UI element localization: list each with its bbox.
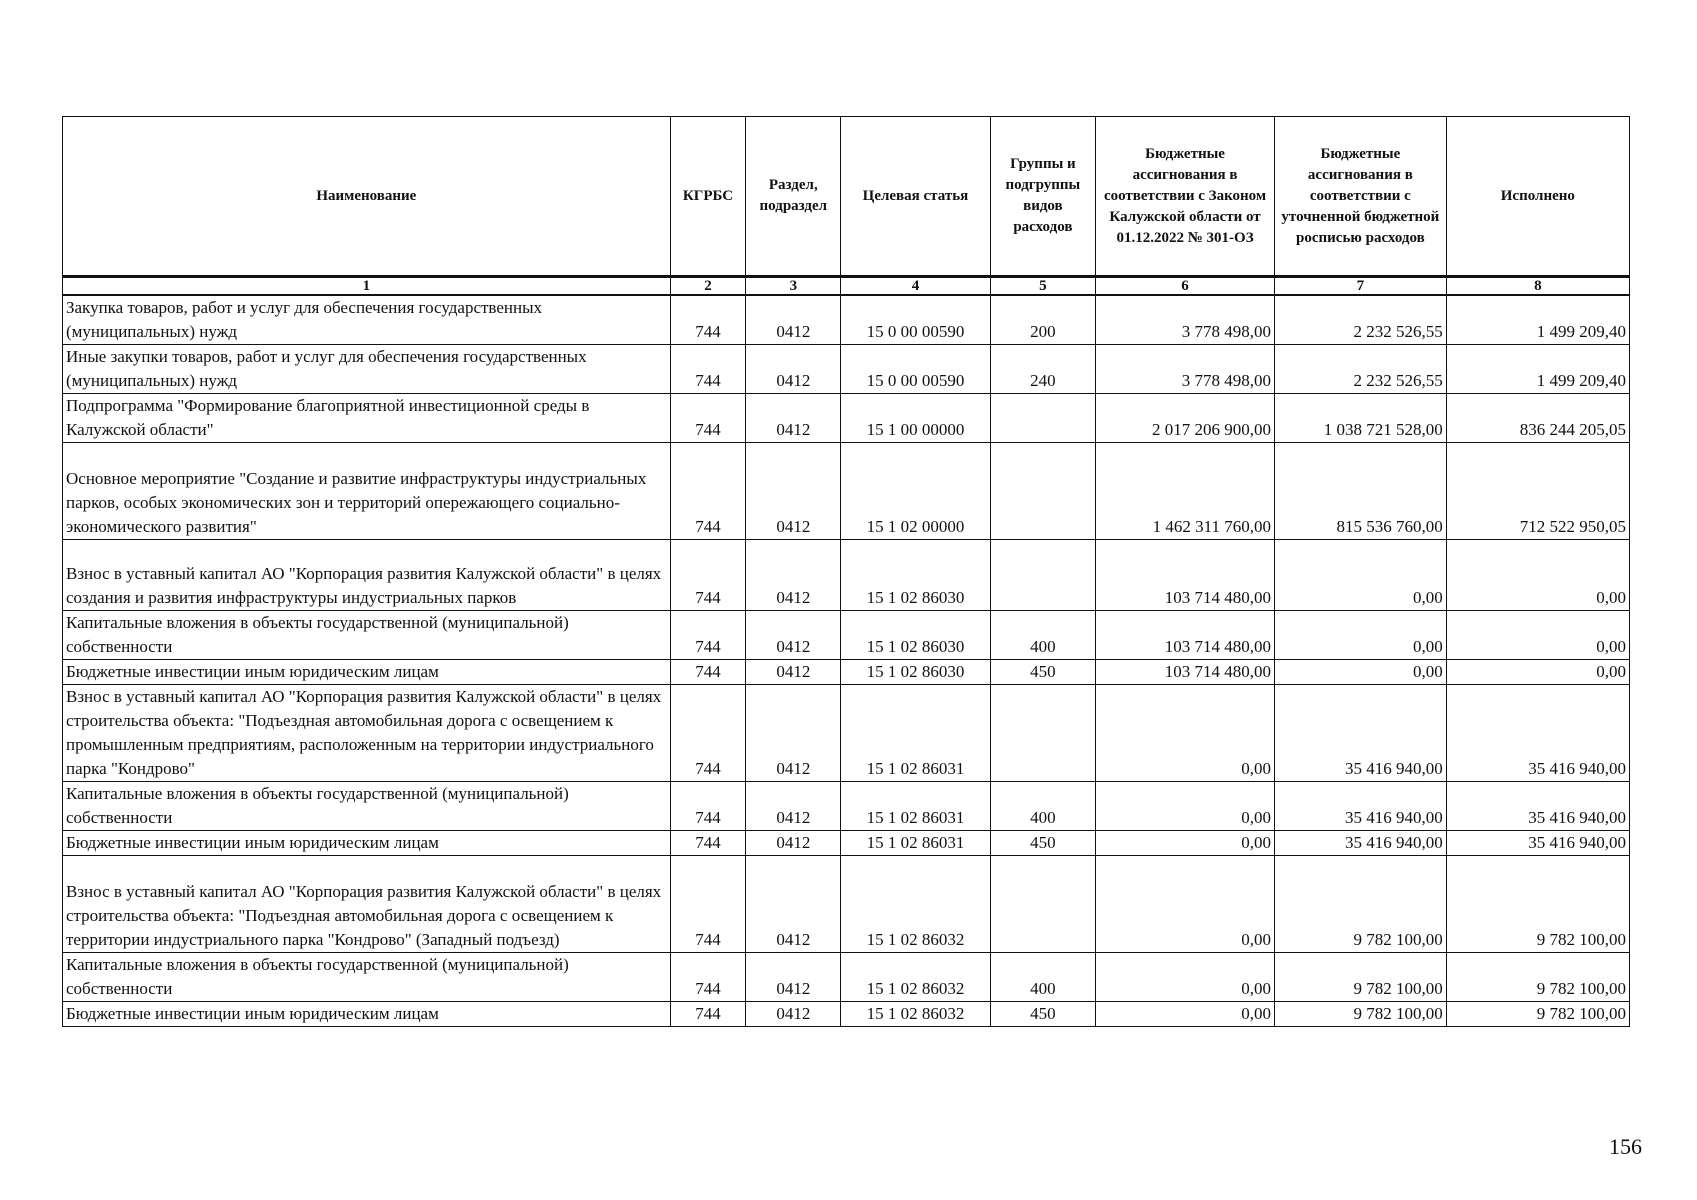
row-kgrbs: 744 [670,685,746,782]
row-approved: 103 714 480,00 [1096,611,1275,660]
row-name: Подпрограмма "Формирование благоприятной инвестиционной среды в Калужской области" [63,394,671,443]
header-approved: Бюджетные ассигнования в соответствии с Законом Калужской области от 01.12.2022 № 301-ОЗ [1096,117,1275,277]
row-name: Взнос в уставный капитал АО "Корпорация развития Калужской области" в целях строительства объекта: "Подъездная автомобильная дорога с освещением к территории индустриального парка "Кондрово" (Западный подъезд) [63,856,671,953]
table-row [63,660,1630,685]
row-kgrbs: 744 [670,394,746,443]
column-number: 3 [746,277,841,296]
row-refined: 2 232 526,55 [1275,345,1447,394]
row-approved: 2 017 206 900,00 [1096,394,1275,443]
row-name: Капитальные вложения в объекты государственной (муниципальной) собственности [63,611,671,660]
row-target: 15 1 02 86030 [841,540,991,611]
column-number: 2 [670,277,746,296]
page-number: 156 [1609,1134,1642,1159]
row-section: 0412 [746,1002,841,1027]
header-groups: Группы и подгруппы видов расходов [990,117,1095,277]
row-refined: 0,00 [1275,660,1447,685]
row-executed: 35 416 940,00 [1446,831,1629,856]
row-name: Основное мероприятие "Создание и развитие инфраструктуры индустриальных парков, особых экономических зон и территорий опережающего социально-экономического развития" [63,443,671,540]
table-row [63,831,1630,856]
row-section: 0412 [746,394,841,443]
row-kgrbs: 744 [670,443,746,540]
header-row [63,117,1630,277]
row-kgrbs: 744 [670,831,746,856]
row-name: Иные закупки товаров, работ и услуг для обеспечения государственных (муниципальных) нужд [63,345,671,394]
row-kgrbs: 744 [670,540,746,611]
row-target: 15 0 00 00590 [841,345,991,394]
column-number: 6 [1096,277,1275,296]
row-target: 15 0 00 00590 [841,295,991,345]
row-section: 0412 [746,345,841,394]
row-section: 0412 [746,660,841,685]
row-group [990,685,1095,782]
row-executed: 712 522 950,05 [1446,443,1629,540]
row-kgrbs: 744 [670,611,746,660]
column-number: 5 [990,277,1095,296]
row-target: 15 1 02 86032 [841,1002,991,1027]
table-row [63,856,1630,953]
row-approved: 3 778 498,00 [1096,345,1275,394]
row-kgrbs: 744 [670,856,746,953]
row-group: 400 [990,611,1095,660]
header-section: Раздел, подраздел [746,117,841,277]
table-row [63,295,1630,345]
row-refined: 1 038 721 528,00 [1275,394,1447,443]
column-number: 8 [1446,277,1629,296]
column-number: 7 [1275,277,1447,296]
row-executed: 1 499 209,40 [1446,295,1629,345]
row-executed: 35 416 940,00 [1446,685,1629,782]
row-executed: 0,00 [1446,660,1629,685]
row-refined: 35 416 940,00 [1275,782,1447,831]
row-target: 15 1 02 86030 [841,611,991,660]
header-executed: Исполнено [1446,117,1629,277]
table-row [63,394,1630,443]
column-number: 4 [841,277,991,296]
row-section: 0412 [746,611,841,660]
row-refined: 35 416 940,00 [1275,685,1447,782]
row-name: Взнос в уставный капитал АО "Корпорация развития Калужской области" в целях строительства объекта: "Подъездная автомобильная дорога с освещением к промышленным предприятиям, расположенным на территории индустриального парка "Кондрово" [63,685,671,782]
table-row [63,953,1630,1002]
row-refined: 35 416 940,00 [1275,831,1447,856]
row-executed: 35 416 940,00 [1446,782,1629,831]
row-refined: 0,00 [1275,540,1447,611]
row-group: 200 [990,295,1095,345]
row-refined: 9 782 100,00 [1275,953,1447,1002]
table-row [63,685,1630,782]
row-group: 450 [990,660,1095,685]
header-name: Наименование [63,117,671,277]
row-kgrbs: 744 [670,345,746,394]
row-target: 15 1 02 86031 [841,685,991,782]
table-row [63,345,1630,394]
row-approved: 0,00 [1096,856,1275,953]
row-target: 15 1 02 00000 [841,443,991,540]
row-kgrbs: 744 [670,660,746,685]
row-name: Капитальные вложения в объекты государственной (муниципальной) собственности [63,782,671,831]
row-executed: 1 499 209,40 [1446,345,1629,394]
row-target: 15 1 02 86031 [841,831,991,856]
row-target: 15 1 00 00000 [841,394,991,443]
row-section: 0412 [746,540,841,611]
table-row [63,540,1630,611]
row-target: 15 1 02 86032 [841,856,991,953]
row-name: Капитальные вложения в объекты государственной (муниципальной) собственности [63,953,671,1002]
header-kgrbs: КГРБС [670,117,746,277]
row-kgrbs: 744 [670,782,746,831]
row-target: 15 1 02 86031 [841,782,991,831]
header-refined: Бюджетные ассигнования в соответствии с уточненной бюджетной росписью расходов [1275,117,1447,277]
row-refined: 9 782 100,00 [1275,1002,1447,1027]
budget-table [62,116,1630,1027]
row-section: 0412 [746,953,841,1002]
row-kgrbs: 744 [670,295,746,345]
row-approved: 103 714 480,00 [1096,660,1275,685]
row-executed: 0,00 [1446,540,1629,611]
row-group [990,540,1095,611]
row-executed: 0,00 [1446,611,1629,660]
row-approved: 0,00 [1096,831,1275,856]
row-approved: 0,00 [1096,685,1275,782]
row-section: 0412 [746,782,841,831]
row-section: 0412 [746,443,841,540]
row-refined: 0,00 [1275,611,1447,660]
row-section: 0412 [746,685,841,782]
row-group [990,443,1095,540]
row-group [990,394,1095,443]
row-approved: 0,00 [1096,1002,1275,1027]
row-section: 0412 [746,831,841,856]
row-name: Бюджетные инвестиции иным юридическим лицам [63,660,671,685]
row-approved: 103 714 480,00 [1096,540,1275,611]
row-approved: 1 462 311 760,00 [1096,443,1275,540]
row-executed: 9 782 100,00 [1446,856,1629,953]
row-section: 0412 [746,856,841,953]
row-target: 15 1 02 86032 [841,953,991,1002]
row-group: 240 [990,345,1095,394]
table-row [63,1002,1630,1027]
row-name: Взнос в уставный капитал АО "Корпорация развития Калужской области" в целях создания и развития инфраструктуры индустриальных парков [63,540,671,611]
header-target: Целевая статья [841,117,991,277]
row-kgrbs: 744 [670,1002,746,1027]
row-target: 15 1 02 86030 [841,660,991,685]
row-approved: 0,00 [1096,953,1275,1002]
row-name: Закупка товаров, работ и услуг для обеспечения государственных (муниципальных) нужд [63,295,671,345]
row-approved: 3 778 498,00 [1096,295,1275,345]
table-row [63,611,1630,660]
row-section: 0412 [746,295,841,345]
table-row [63,443,1630,540]
row-refined: 9 782 100,00 [1275,856,1447,953]
row-executed: 9 782 100,00 [1446,1002,1629,1027]
column-numbers-row [63,277,1630,296]
row-refined: 815 536 760,00 [1275,443,1447,540]
row-group: 450 [990,1002,1095,1027]
row-name: Бюджетные инвестиции иным юридическим лицам [63,1002,671,1027]
row-group [990,856,1095,953]
row-name: Бюджетные инвестиции иным юридическим лицам [63,831,671,856]
row-group: 400 [990,953,1095,1002]
row-refined: 2 232 526,55 [1275,295,1447,345]
row-approved: 0,00 [1096,782,1275,831]
row-executed: 9 782 100,00 [1446,953,1629,1002]
row-executed: 836 244 205,05 [1446,394,1629,443]
row-group: 400 [990,782,1095,831]
row-group: 450 [990,831,1095,856]
column-number: 1 [63,277,671,296]
table-row [63,782,1630,831]
row-kgrbs: 744 [670,953,746,1002]
